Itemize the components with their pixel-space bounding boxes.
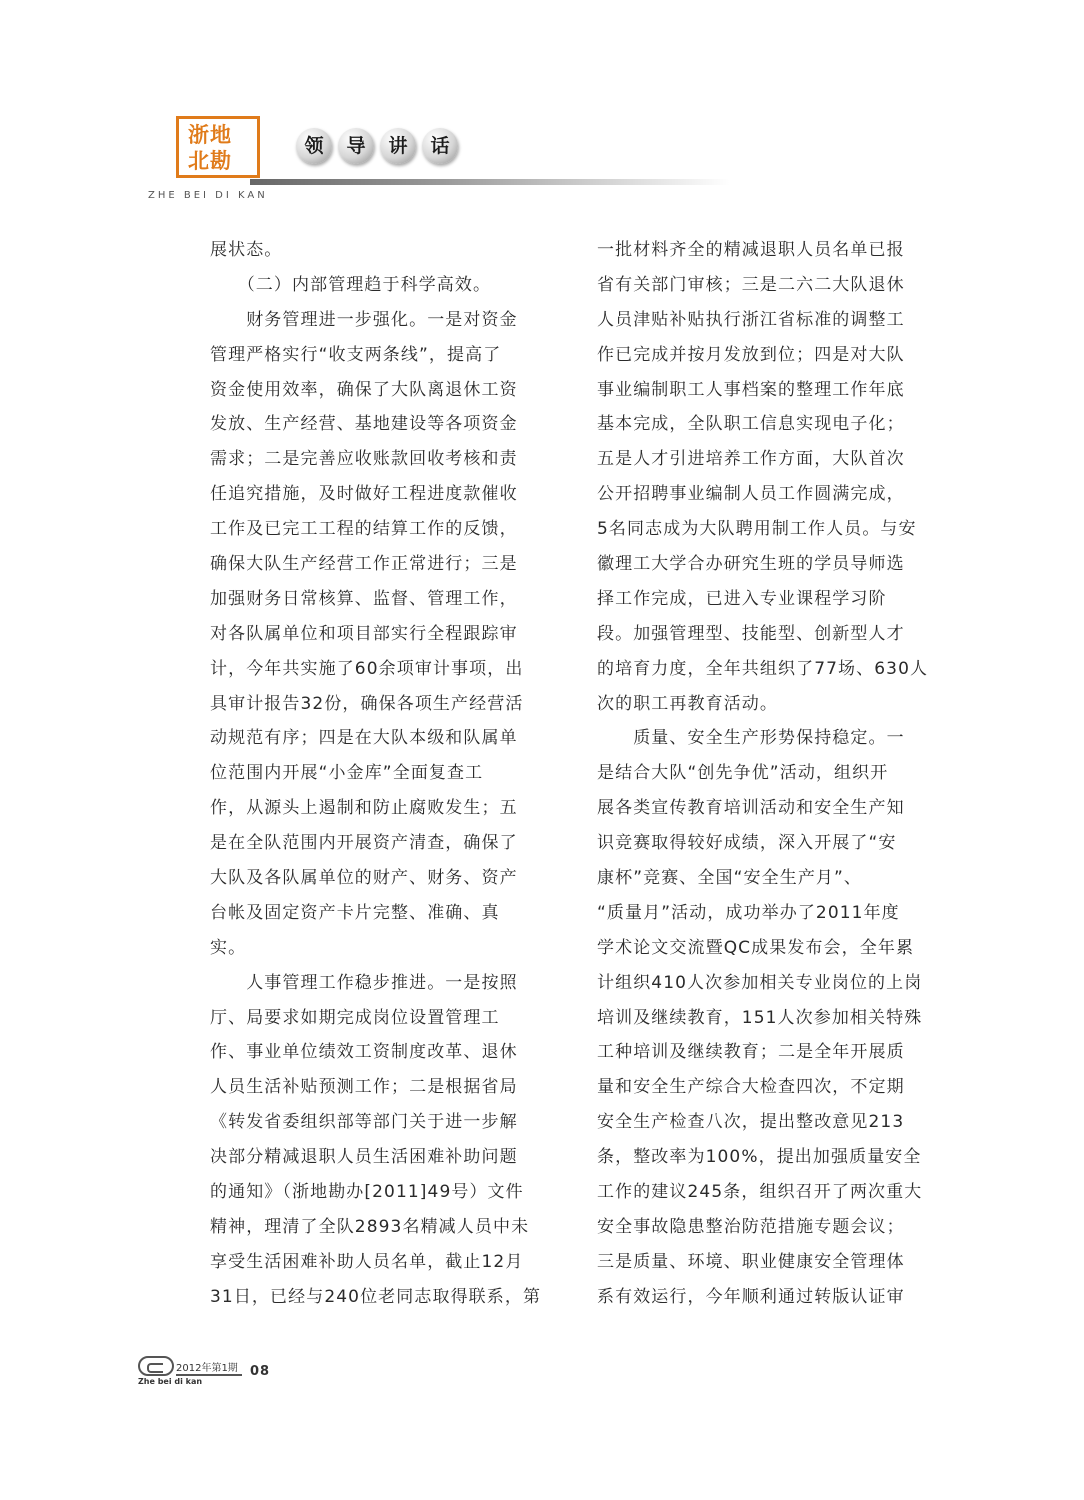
text-line: 人事管理工作稳步推进。一是按照: [210, 972, 518, 993]
text-line: 财务管理进一步强化。一是对资金: [210, 309, 518, 330]
text-line: 5名同志成为大队聘用制工作人员。与安: [597, 519, 917, 540]
text-line: 学术论文交流暨QC成果发布会，全年累: [597, 937, 915, 958]
text-line: 作、事业单位绩效工资制度改革、退休: [210, 1042, 518, 1063]
text-line: 量和安全生产综合大检查四次，不定期: [597, 1077, 905, 1098]
text-line: “质量月”活动，成功举办了2011年度: [597, 902, 900, 923]
text-line: 的培育力度，全年共组织了77场、630人: [597, 658, 929, 679]
text-line: 的通知》（浙地勘办[2011]49号）文件: [210, 1182, 524, 1203]
text-line: 工作的建议245条，组织召开了两次重大: [597, 1182, 923, 1203]
text-line: 五是人才引进培养工作方面，大队首次: [597, 449, 905, 470]
footer-subtitle: Zhe bei di kan: [138, 1377, 203, 1386]
left-text-column: [210, 233, 566, 1315]
text-line: 安全生产检查八次，提出整改意见213: [597, 1112, 905, 1133]
text-line: 作已完成并按月发放到位；四是对大队: [597, 344, 905, 365]
text-line: 计，今年共实施了60余项审计事项，出: [210, 658, 524, 679]
text-line: 培训及继续教育，151人次参加相关特殊: [597, 1007, 923, 1028]
section-char-badge: 讲: [380, 128, 416, 164]
text-line: 识竞赛取得较好成绩，深入开展了“安: [597, 833, 897, 854]
text-line: 实。: [210, 937, 247, 958]
section-char-badge: 话: [422, 128, 458, 164]
text-line: 展各类宣传教育培训活动和安全生产知: [597, 798, 905, 819]
text-line: 31日，已经与240位老同志取得联系，第: [210, 1286, 542, 1307]
text-line: 公开招聘事业编制人员工作圆满完成，: [597, 484, 905, 505]
text-line: 具审计报告32份，确保各项生产经营活: [210, 693, 524, 714]
text-line: 工种培训及继续教育；二是全年开展质: [597, 1042, 905, 1063]
text-line: 是结合大队“创先争优”活动，组织开: [597, 763, 889, 784]
page-number: 08: [250, 1364, 271, 1379]
text-line: 任追究措施，及时做好工程进度款催收: [210, 484, 518, 505]
text-line: 康杯”竞赛、全国“安全生产月”、: [597, 868, 863, 889]
text-line: 三是质量、环境、职业健康安全管理体: [597, 1251, 905, 1272]
text-line: 基本完成，全队职工信息实现电子化；: [597, 414, 905, 435]
text-line: 位范围内开展“小金库”全面复查工: [210, 763, 484, 784]
text-line: 动规范有序；四是在大队本级和队属单: [210, 728, 518, 749]
text-line: 厅、局要求如期完成岗位设置管理工: [210, 1007, 500, 1028]
text-line: 计组织410人次参加相关专业岗位的上岗: [597, 972, 923, 993]
section-char-badge: 导: [338, 128, 374, 164]
text-line: （二）内部管理趋于科学高效。: [210, 274, 492, 295]
text-line: 确保大队生产经营工作正常进行；三是: [210, 554, 518, 575]
text-line: 管理严格实行“收支两条线”，提高了: [210, 344, 502, 365]
text-line: 一批材料齐全的精减退职人员名单已报: [597, 240, 905, 260]
logo-line2: 北勘: [188, 149, 232, 173]
text-line: 省有关部门审核；三是二六二大队退休: [597, 274, 905, 295]
section-char-badge: 领: [296, 128, 332, 164]
footer-issue: 2012年第1期: [176, 1363, 238, 1374]
text-line: 展状态。: [210, 240, 283, 260]
text-line: 条，整改率为100%，提出加强质量安全: [597, 1147, 922, 1168]
text-line: 安全事故隐患整治防范措施专题会议；: [597, 1216, 905, 1237]
text-line: 事业编制职工人事档案的整理工作年底: [597, 379, 905, 400]
text-line: 需求；二是完善应收账款回收考核和责: [210, 449, 518, 470]
text-line: 发放、生产经营、基地建设等各项资金: [210, 414, 518, 435]
text-line: 作，从源头上遏制和防止腐败发生；五: [210, 798, 518, 819]
text-line: 资金使用效率，确保了大队离退休工资: [210, 379, 518, 400]
text-line: 人员生活补贴预测工作；二是根据省局: [210, 1077, 518, 1098]
text-line: 择工作完成，已进入专业课程学习阶: [597, 588, 887, 609]
text-line: 大队及各队属单位的财产、财务、资产: [210, 868, 518, 889]
footer-divider: [176, 1374, 242, 1376]
text-line: 精神，理清了全队2893名精减人员中未: [210, 1216, 530, 1237]
text-line: 决部分精减退职人员生活困难补助问题: [210, 1147, 518, 1168]
text-line: 段。加强管理型、技能型、创新型人才: [597, 623, 905, 644]
text-line: 台帐及固定资产卡片完整、准确、真: [210, 902, 500, 923]
text-line: 系有效运行，今年顺利通过转版认证审: [597, 1286, 905, 1307]
text-line: 是在全队范围内开展资产清查，确保了: [210, 833, 518, 854]
logo-subtitle: ZHE BEI DI KAN: [148, 190, 268, 201]
text-line: 加强财务日常核算、监督、管理工作，: [210, 588, 518, 609]
logo-line1: 浙地: [188, 123, 232, 147]
text-line: 次的职工再教育活动。: [597, 693, 778, 714]
text-line: 徽理工大学合办研究生班的学员导师选: [597, 554, 905, 575]
magazine-logo: [176, 116, 260, 178]
text-line: 人员津贴补贴执行浙江省标准的调整工: [597, 309, 905, 330]
text-line: 《转发省委组织部等部门关于进一步解: [210, 1112, 518, 1133]
footer-logo-icon: [138, 1356, 174, 1376]
text-line: 质量、安全生产形势保持稳定。一: [597, 728, 905, 749]
header-divider: [250, 179, 730, 185]
text-line: 工作及已完工工程的结算工作的反馈，: [210, 519, 518, 540]
right-text-column: [597, 233, 953, 1315]
text-line: 享受生活困难补助人员名单，截止12月: [210, 1251, 524, 1272]
text-line: 对各队属单位和项目部实行全程跟踪审: [210, 623, 518, 644]
